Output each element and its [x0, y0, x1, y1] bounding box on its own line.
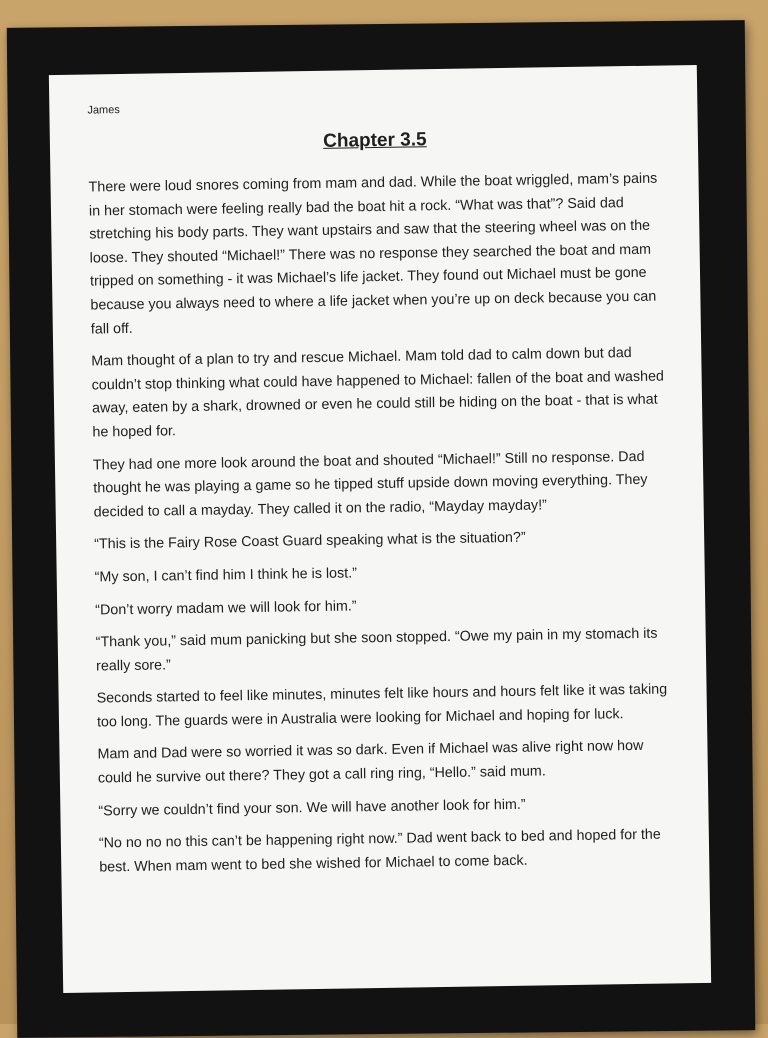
story-paragraph: They had one more look around the boat and shouted “Michael!” Still no response. Dad thought he was playing a game so he tipped stuff upside down moving everything. They decided to call a mayday. They called it on the radio, “Mayday mayday!”	[92, 448, 648, 521]
story-paragraph: “Don’t worry madam we will look for him.”	[95, 597, 357, 618]
story-paragraph: There were loud snores coming from mam and dad. While the boat wriggled, mam’s pains in her stomach were feeling really bad the boat hit a rock. “What was that”? Said dad stretching his body parts. They want upstairs and saw that the steering wheel was on the loose. They shouted “Michael!” There was no response they searched the boat and mam tripped on something - it was Michael’s life jacket. They found out Michael must be gone because you always need to where a life jacket when you’re up on deck because you can fall off.	[88, 170, 658, 338]
story-paragraph: Mam thought of a plan to try and rescue Michael. Mam told dad to calm down but dad couldn’t stop thinking what could have happened to Michael: fallen of the boat and washed away, eaten by a shark, drowned or even he could still be hiding on the boat - that is what he hoped for.	[91, 345, 665, 441]
story-paragraph: “No no no no this can’t be happening right now.” Dad went back to bed and hoped for the best. When mam went to bed she wished for Michael to come back.	[98, 826, 661, 876]
author-name: James	[87, 104, 120, 117]
story-paragraph: “Thank you,” said mum panicking but she soon stopped. “Owe my pain in my stomach its really sore.”	[95, 625, 658, 675]
story-paragraph: “This is the Fairy Rose Coast Guard speaking what is the situation?”	[94, 530, 526, 553]
story-paragraph: “Sorry we couldn’t find your son. We will have another look for him.”	[98, 796, 526, 820]
chapter-title: Chapter 3.5	[322, 129, 427, 152]
story-paragraph: Seconds started to feel like minutes, minutes felt like hours and hours felt like it was taking too long. The guards were in Australia were looking for Michael and hoping for luck.	[96, 681, 668, 731]
paper-sheet	[49, 65, 711, 993]
story-paragraph: “My son, I can’t find him I think he is lost.”	[94, 565, 358, 586]
story-paragraph: Mam and Dad were so worried it was so dark. Even if Michael was alive right now how could he survive out there? They got a call ring ring, “Hello.” said mum.	[97, 738, 644, 787]
